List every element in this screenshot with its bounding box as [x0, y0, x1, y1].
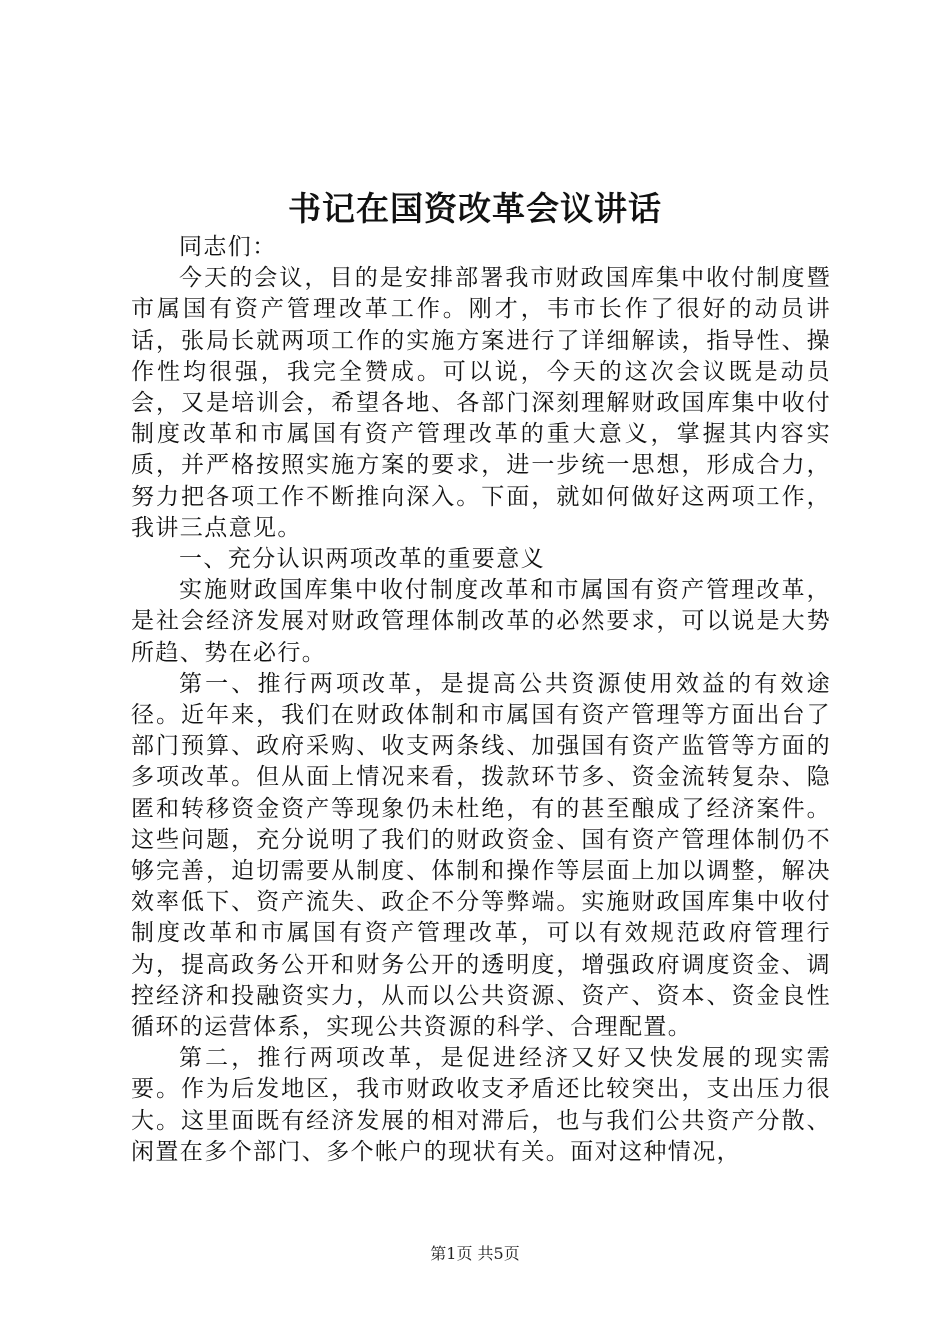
body-paragraph: 第二，推行两项改革，是促进经济又好又快发展的现实需要。作为后发地区，我市财政收支矛盾还比较突出，支出压力很大。这里面既有经济发展的相对滞后，也与我们公共资产分散、闲置在多个部门、多个帐户的现状有关。面对这种情况， [131, 1045, 831, 1165]
body-paragraph: 第一、推行两项改革，是提高公共资源使用效益的有效途径。近年来，我们在财政体制和市属国有资产管理等方面出台了部门预算、政府采购、收支两条线、加强国有资产监管等方面的多项改革。但从面上情况来看，拨款环节多、资金流转复杂、隐匿和转移资金资产等现象仍未杜绝，有的甚至酿成了经济案件。这些问题，充分说明了我们的财政资金、国有资产管理体制仍不够完善，迫切需要从制度、体制和操作等层面上加以调整，解决效率低下、资产流失、政企不分等弊端。实施财政国库集中收付制度改革和市属国有资产管理改革，可以有效规范政府管理行为，提高政务公开和财务公开的透明度，增强政府调度资金、调控经济和投融资实力，从而以公共资源、资产、资本、资金良性循环的运营体系，实现公共资源的科学、合理配置。 [131, 670, 831, 1041]
salutation-paragraph: 同志们： [179, 234, 277, 260]
section-heading: 一、充分认识两项改革的重要意义 [179, 546, 545, 573]
intro-paragraph: 今天的会议，目的是安排部署我市财政国库集中收付制度暨市属国有资产管理改革工作。刚才，韦市长作了很好的动员讲话，张局长就两项工作的实施方案进行了详细解读，指导性、操作性均很强，我完全赞成。可以说，今天的这次会议既是动员会，又是培训会，希望各地、各部门深刻理解财政国库集中收付制度改革和市属国有资产管理改革的重大意义，掌握其内容实质，并严格按照实施方案的要求，进一步统一思想，形成合力，努力把各项工作不断推向深入。下面，就如何做好这两项工作，我讲三点意见。 [131, 265, 831, 541]
body-paragraph: 实施财政国库集中收付制度改革和市属国有资产管理改革，是社会经济发展对财政管理体制改革的必然要求，可以说是大势所趋、势在必行。 [131, 577, 831, 666]
page-footer: 第1页 共5页 [430, 1244, 520, 1263]
document-body [131, 232, 831, 1168]
page-title: 书记在国资改革会议讲话 [288, 189, 662, 228]
